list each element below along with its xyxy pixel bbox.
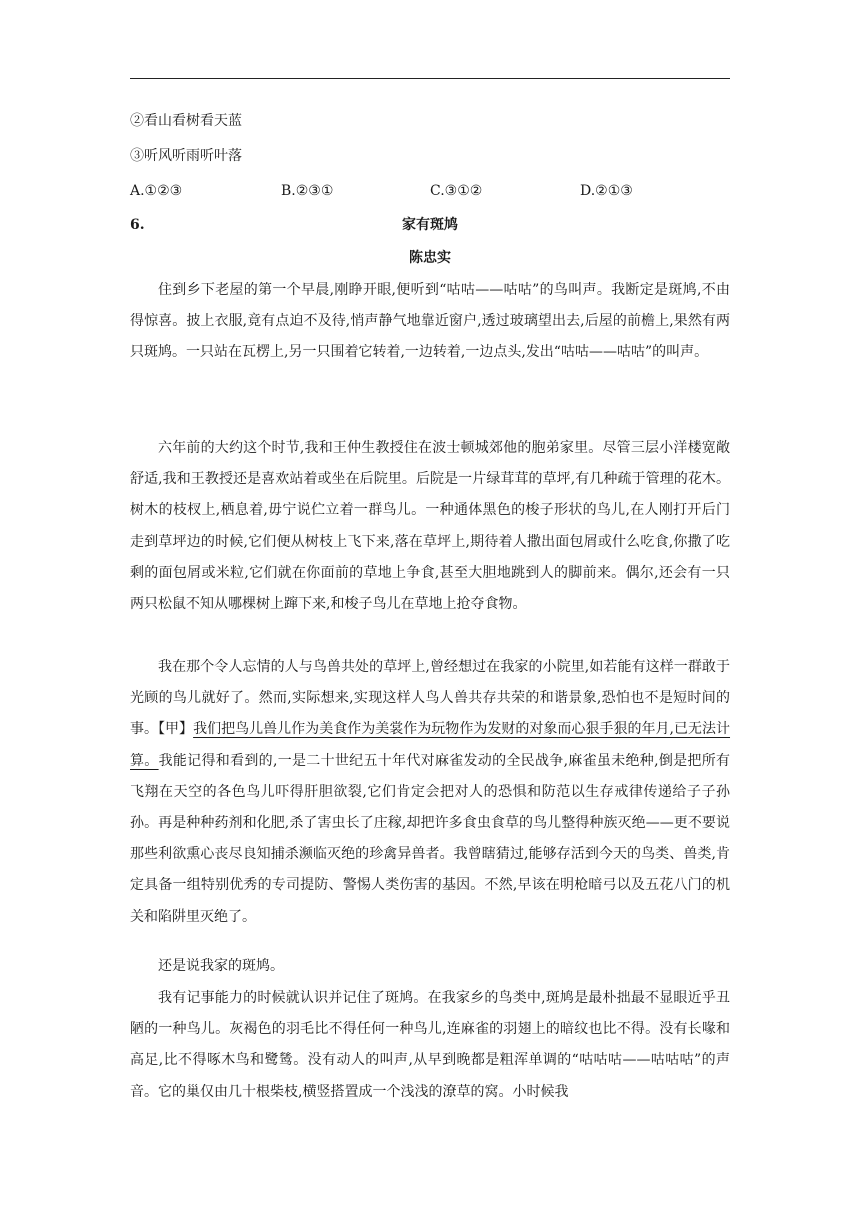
marker-jia: 【甲】: [158, 721, 194, 738]
underlined-sentence: 我们把鸟儿兽儿作为美食作为美裳作为玩物作为发财的对象而心狠手狠的年月,已无法计算。: [130, 721, 731, 769]
paragraph-3: [130, 652, 730, 933]
choice-a: A.①②③: [130, 183, 183, 199]
article-author: 陈忠实: [409, 250, 451, 266]
option-line-3: ③听风听雨听叶落: [130, 148, 242, 164]
paragraph-3-text: 我在那个令人忘情的人与鸟兽共处的草坪上,曾经想过在我家的小院里,如若能有这样一群敢于光顾的鸟儿就好了。然而,实际想来,实现这样人鸟人兽共存共荣的和谐景象,恐怕也不是短时间的事。: [130, 659, 730, 738]
article-title: 家有斑鸠: [402, 217, 458, 233]
question-number: 6.: [130, 217, 145, 233]
paragraph-1: 住到乡下老屋的第一个早晨,刚睁开眼,便听到“咕咕——咕咕”的鸟叫声。我断定是斑鸠,不由得惊喜。披上衣服,竟有点迫不及待,悄声静气地靠近窗户,透过玻璃望出去,后屋的前檐上,果然有两只斑鸠。一只站在瓦楞上,另一只围着它转着,一边转着,一边点头,发出“咕咕——咕咕”的叫声。: [130, 282, 730, 361]
choice-d: D.②①③: [580, 183, 633, 199]
paragraph-3-continued: 我能记得和看到的,一是二十世纪五十年代对麻雀发动的全民战争,麻雀虽未绝种,倒是把所有飞翔在天空的各色鸟儿吓得肝胆欲裂,它们肯定会把对人的恐惧和防范以生存戒律传递给子子孙孙。再是种种药剂和化肥,杀了害虫长了庄稼,却把许多食虫食草的鸟儿整得种族灭绝——更不要说那些利欲熏心丧尽良知捕杀濒临灭绝的珍禽异兽者。我曾瞎猜过,能够存活到今天的鸟类、兽类,肯定具备一组特别优秀的专司提防、警惕人类伤害的基因。不然,早该在明枪暗弓以及五花八门的机关和陷阱里灭绝了。: [130, 752, 730, 925]
header-rule: [130, 78, 730, 79]
choice-c: C.③①②: [430, 183, 483, 199]
paragraph-5: 我有记事能力的时候就认识并记住了斑鸠。在我家乡的鸟类中,斑鸠是最朴拙最不显眼近乎丑陋的一种鸟儿。灰褐色的羽毛比不得任何一种鸟儿,连麻雀的羽翅上的暗纹也比不得。没有长喙和高足,比不得啄木鸟和鹭鸶。没有动人的叫声,从早到晚都是粗浑单调的“咕咕咕——咕咕咕”的声音。它的巢仅由几十根柴枝,横竖搭置成一个浅浅的潦草的窝。小时候我: [130, 990, 730, 1100]
paragraph-2: 六年前的大约这个时节,我和王仲生教授住在波士顿城郊他的胞弟家里。尽管三层小洋楼宽敞舒适,我和王教授还是喜欢站着或坐在后院里。后院是一片绿茸茸的草坪,有几种疏于管理的花木。树木的枝杈上,栖息着,毋宁说伫立着一群鸟儿。一种通体黑色的梭子形状的鸟儿,在人刚打开后门走到草坪边的时候,它们便从树枝上飞下来,落在草坪上,期待着人撒出面包屑或什么吃食,你撒了吃剩的面包屑或米粒,它们就在你面前的草地上争食,甚至大胆地跳到人的脚前来。偶尔,还会有一只两只松鼠不知从哪棵树上蹿下来,和梭子鸟儿在草地上抢夺食物。: [130, 440, 730, 613]
paragraph-4: 还是说我家的斑鸠。: [158, 958, 284, 974]
choice-b: B.②③①: [281, 183, 334, 199]
option-line-2: ②看山看树看天蓝: [130, 113, 242, 129]
